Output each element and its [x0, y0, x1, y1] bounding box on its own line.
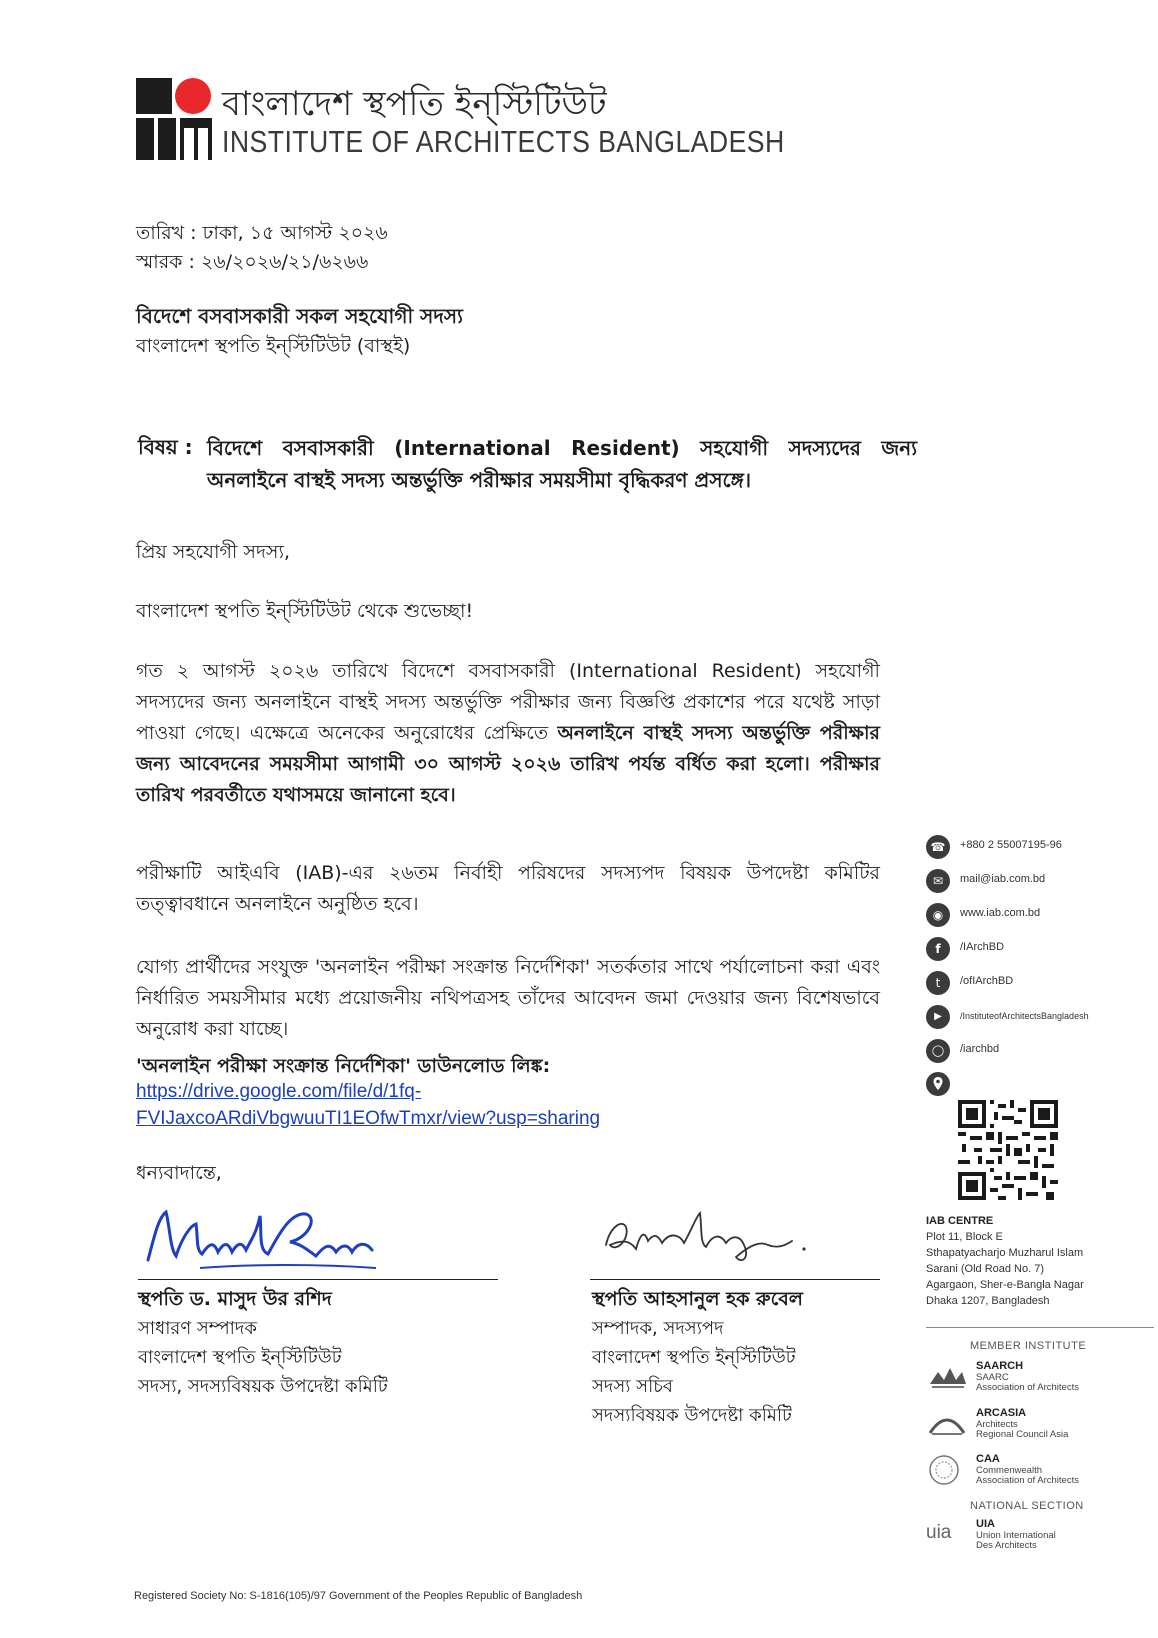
signature-right-rule: [590, 1279, 880, 1280]
signatory-left-role: সদস্য, সদস্যবিষয়ক উপদেষ্টা কমিটি: [138, 1376, 388, 1397]
signatory-left-role: বাংলাদেশ স্থপতি ইন্‌স্টিটিউট: [138, 1347, 342, 1368]
org-description: [976, 1420, 1068, 1440]
globe-icon: ◉: [926, 903, 950, 927]
paragraph-extension-normal: গত ২ আগস্ট ২০২৬ তারিখে বিদেশে বসবাসকারী (International Resident) সহযোগী সদস্যদের জন্য অনলাইনে বাস্থই সদস্য অন্তর্ভুক্তি পরীক্ষার জন্য বিজ্ঞপ্তি প্রকাশের পরে যথেষ্ট সাড়া পাওয়া গেছে। এক্ষেত্রে অনেকের অনুরোধের প্রেক্ষিতে: [136, 660, 880, 744]
instagram-icon: ◯: [926, 1039, 950, 1063]
contact-youtube-text: /InstituteofArchitectsBangladesh: [960, 1011, 1089, 1021]
contact-facebook-text: /IArchBD: [960, 941, 1005, 953]
org-name: UIA: [976, 1518, 995, 1530]
signature-left-rule: [138, 1279, 498, 1280]
phone-icon: ☎: [926, 835, 950, 859]
paragraph-extension-bold: অনলাইনে বাস্থই সদস্য অন্তর্ভুক্তি পরীক্ষার জন্য আবেদনের সময়সীমা আগামী ৩০ আগস্ট ২০২৬ তারিখ পর্যন্ত বর্ধিত করা হলো। পরীক্ষার তারিখ পরবর্তীতে যথাসময়ে জানানো হবে।: [136, 722, 881, 806]
org-name-english: INSTITUTE OF ARCHITECTS BANGLADESH: [222, 124, 785, 159]
org-description: [976, 1373, 1079, 1393]
contact-twitter-text: /ofIArchBD: [960, 975, 1014, 987]
org-name: CAA: [976, 1453, 1000, 1465]
signatory-right-role: সদস্য সচিব: [592, 1376, 673, 1397]
contact-email-text: mail@iab.com.bd: [960, 873, 1046, 885]
date-line: তারিখ : ঢাকা, ১৫ আগস্ট ২০২৬: [136, 222, 388, 244]
org-description-line: Association of Architects: [976, 1475, 1079, 1486]
address-line: Dhaka 1207, Bangladesh: [926, 1295, 1050, 1307]
signatory-right-role: সম্পাদক, সদস্যপদ: [592, 1318, 724, 1339]
iab-logo-icon: [136, 78, 212, 160]
salutation: প্রিয় সহযোগী সদস্য,: [136, 541, 291, 563]
address-line: Sarani (Old Road No. 7): [926, 1263, 1044, 1275]
org-description-line: Association of Architects: [976, 1382, 1079, 1393]
address-line: Agargaon, Sher-e-Bangla Nagar: [926, 1279, 1084, 1291]
org-name: SAARCH: [976, 1360, 1024, 1372]
subject-label: বিষয় :: [138, 435, 193, 459]
qr-code-image[interactable]: [958, 1100, 1058, 1200]
org-name: ARCASIA: [976, 1407, 1027, 1419]
recipient-line-2: বাংলাদেশ স্থপতি ইন্‌স্টিটিউট (বাস্থই): [136, 335, 411, 357]
subject-text: বিদেশে বসবাসকারী (International Resident) সহযোগী সদস্যদের জন্য অনলাইনে বাস্থই সদস্য অন্তর্ভুক্তি পরীক্ষার সময়সীমা বৃদ্ধিকরণ প্রসঙ্গে।: [207, 436, 917, 492]
contact-instagram-text: /iarchbd: [960, 1043, 1000, 1055]
signatory-right-name: স্থপতি আহসানুল হক রুবেল: [592, 1288, 803, 1310]
org-description-line: Des Architects: [976, 1540, 1037, 1551]
signature-left-image: [140, 1198, 390, 1278]
twitter-icon: t: [926, 971, 950, 995]
location-icon: [926, 1072, 950, 1096]
address-line: Plot 11, Block E: [926, 1231, 1003, 1243]
letterhead-logo: [136, 78, 785, 164]
closing: ধন্যবাদান্তে,: [136, 1162, 222, 1184]
paragraph-extension: [136, 656, 880, 811]
arcasia-logo-icon: [926, 1407, 968, 1441]
org-description-line: Union International: [976, 1530, 1056, 1541]
uia-logo-icon: uia: [926, 1522, 952, 1543]
download-label: 'অনলাইন পরীক্ষা সংক্রান্ত নির্দেশিকা' ডাউনলোড লিঙ্ক:: [136, 1055, 551, 1077]
paragraph-request: যোগ্য প্রার্থীদের সংযুক্ত 'অনলাইন পরীক্ষা সংক্রান্ত নির্দেশিকা' সতর্কতার সাথে পর্যালোচনা করা এবং নির্ধারিত সময়সীমার মধ্যে প্রয়োজনীয় নথিপত্রসহ তাঁদের আবেদন জমা দেওয়ার জন্য বিশেষভাবে অনুরোধ করা যাচ্ছে।: [136, 956, 880, 1040]
org-description: [976, 1531, 1056, 1551]
youtube-icon: ▶: [926, 1005, 950, 1029]
org-name-bengali: বাংলাদেশ স্থপতি ইন্‌স্টিটিউট: [222, 84, 607, 124]
paragraph-exam-committee: পরীক্ষাটি আইএবি (IAB)-এর ২৬তম নির্বাহী পরিষদের সদস্যপদ বিষয়ক উপদেষ্টা কমিটির তত্ত্বাবধানে অনলাইনে অনুষ্ঠিত হবে।: [136, 862, 880, 915]
registration-footer: Registered Society No: S-1816(105)/97 Government of the Peoples Republic of Bangladesh: [134, 1590, 583, 1602]
member-institute-heading: MEMBER INSTITUTE: [970, 1340, 1087, 1352]
signature-right-image: [600, 1205, 820, 1270]
download-link-line-1[interactable]: https://drive.google.com/file/d/1fq-: [136, 1081, 422, 1102]
download-link-line-2[interactable]: FVIJaxcoARdiVbgwuuTI1EOfwTmxr/view?usp=sharing: [136, 1108, 601, 1129]
org-description-line: Regional Council Asia: [976, 1429, 1069, 1440]
divider: [926, 1327, 1154, 1328]
org-description: [976, 1466, 1079, 1486]
recipient-line-1: বিদেশে বসবাসকারী সকল সহযোগী সদস্য: [136, 304, 463, 328]
contact-phone-text: +880 2 55007195-96: [960, 839, 1062, 851]
address-block: [926, 1213, 1084, 1309]
signatory-left-role: সাধারণ সম্পাদক: [138, 1318, 257, 1339]
signatory-right-role: বাংলাদেশ স্থপতি ইন্‌স্টিটিউট: [592, 1347, 796, 1368]
signatory-left-name: স্থপতি ড. মাসুদ উর রশিদ: [138, 1288, 332, 1310]
org-description-line: SAARC: [976, 1372, 1009, 1383]
org-description-line: Commenwealth: [976, 1465, 1042, 1476]
address-line: Sthapatyacharjo Muzharul Islam: [926, 1247, 1084, 1259]
mail-icon: ✉: [926, 869, 950, 893]
address-heading: IAB CENTRE: [926, 1215, 994, 1227]
greeting: বাংলাদেশ স্থপতি ইন্‌স্টিটিউট থেকে শুভেচ্ছা!: [136, 600, 474, 622]
caa-logo-icon: [926, 1453, 968, 1487]
org-description-line: Architects: [976, 1419, 1018, 1430]
saarch-logo-icon: [926, 1360, 968, 1394]
reference-line: স্মারক : ২৬/২০২৬/২১/৬২৬৬: [136, 251, 369, 273]
national-section-heading: NATIONAL SECTION: [970, 1500, 1084, 1512]
signatory-right-role: সদস্যবিষয়ক উপদেষ্টা কমিটি: [592, 1405, 792, 1426]
facebook-icon: f: [926, 937, 950, 961]
contact-web-text: www.iab.com.bd: [960, 907, 1041, 919]
